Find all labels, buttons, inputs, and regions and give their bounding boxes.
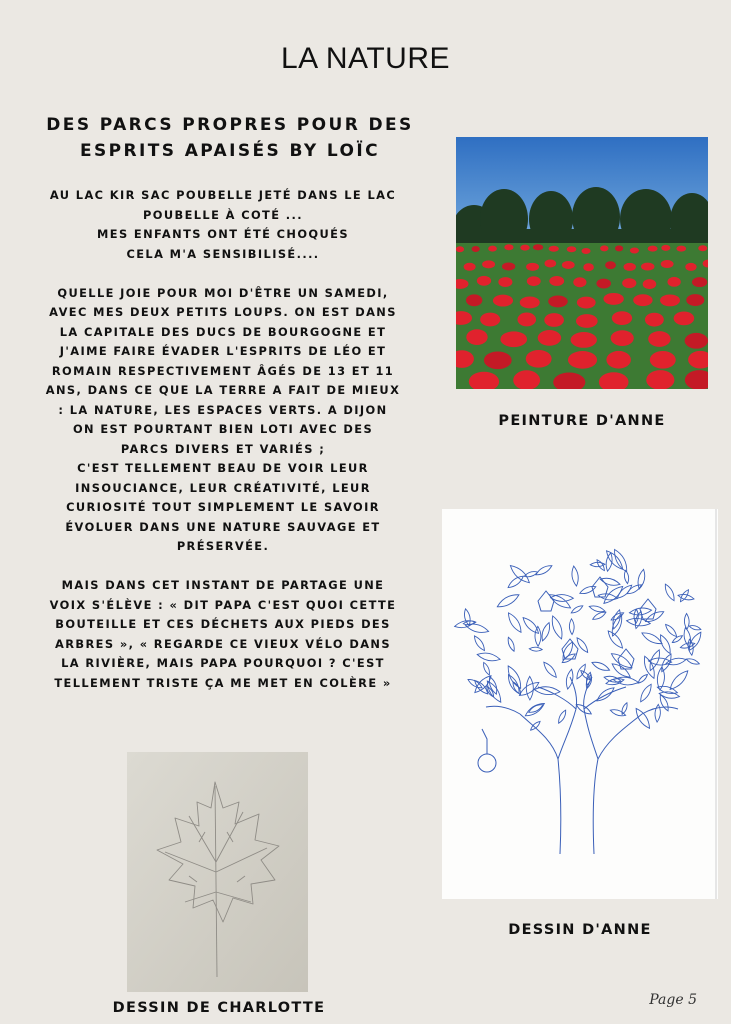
tree-caption: DESSIN D'ANNE [508, 922, 652, 938]
poppy-painting [456, 137, 708, 389]
page-title: LA NATURE [281, 42, 450, 76]
text-line: AU LAC KIR SAC POUBELLE JETÉ DANS LE LAC [49, 188, 397, 202]
article-heading-line-1: DES PARCS PROPRES POUR DES [46, 115, 414, 135]
painting-caption: PEINTURE D'ANNE [498, 413, 666, 429]
text-line: CELA M'A SENSIBILISÉ.... [126, 246, 320, 261]
text-line: ROMAIN RESPECTIVEMENT ÂGÉS DE 13 ET 11 [51, 363, 395, 378]
leaf-drawing [127, 752, 308, 992]
text-line: LA CAPITALE DES DUCS DE BOURGOGNE ET [59, 324, 387, 339]
text-line: ANS, DANS CE QUE LA TERRE A FAIT DE MIEUX [45, 383, 401, 397]
tree-drawing [442, 509, 718, 899]
page-number: Page 5 [649, 992, 697, 1008]
article-body [14, 186, 432, 713]
text-line: QUELLE JOIE POUR MOI D'ÊTRE UN SAMEDI, [57, 285, 389, 300]
article-paragraph-1 [14, 186, 432, 264]
text-line: TELLEMENT TRISTE ÇA ME MET EN COLÈRE » [54, 675, 392, 690]
text-line: BOUTEILLE ET CES DÉCHETS AUX PIEDS DES [55, 617, 391, 631]
text-line: ON EST POURTANT BIEN LOTI AVEC DES [72, 422, 374, 436]
text-line: C'EST TELLEMENT BEAU DE VOIR LEUR [77, 461, 369, 475]
text-line: INSOUCIANCE, LEUR CRÉATIVITÉ, LEUR [75, 480, 371, 495]
article-paragraph-2 [14, 284, 432, 557]
text-line: CURIOSITÉ TOUT SIMPLEMENT LE SAVOIR [66, 500, 380, 514]
text-line: ARBRES », « REGARDE CE VIEUX VÉLO DANS [55, 636, 391, 651]
leaf-caption: DESSIN DE CHARLOTTE [112, 1000, 326, 1016]
text-line: AVEC MES DEUX PETITS LOUPS. ON EST DANS [49, 305, 397, 319]
text-line: : LA NATURE, LES ESPACES VERTS. A DIJON [58, 402, 388, 417]
article-paragraph-3 [14, 576, 432, 693]
text-line: PARCS DIVERS ET VARIÉS ; [120, 441, 326, 456]
text-line: PRÉSERVÉE. [176, 539, 270, 553]
text-line: J'AIME FAIRE ÉVADER L'ESPRITS DE LÉO ET [59, 344, 387, 358]
article-heading-line-2: ESPRITS APAISÉS BY LOÏC [80, 141, 380, 161]
text-line: LA RIVIÈRE, MAIS PAPA POURQUOI ? C'EST [61, 656, 385, 670]
text-line: POUBELLE À COTÉ ... [143, 207, 303, 222]
text-line: VOIX S'ÉLÈVE : « DIT PAPA C'EST QUOI CETTE [49, 597, 397, 612]
article-heading [40, 112, 420, 164]
text-line: ÉVOLUER DANS UNE NATURE SAUVAGE ET [65, 519, 381, 534]
text-line: MAIS DANS CET INSTANT DE PARTAGE UNE [61, 578, 385, 592]
text-line: MES ENFANTS ONT ÉTÉ CHOQUÉS [97, 227, 349, 241]
